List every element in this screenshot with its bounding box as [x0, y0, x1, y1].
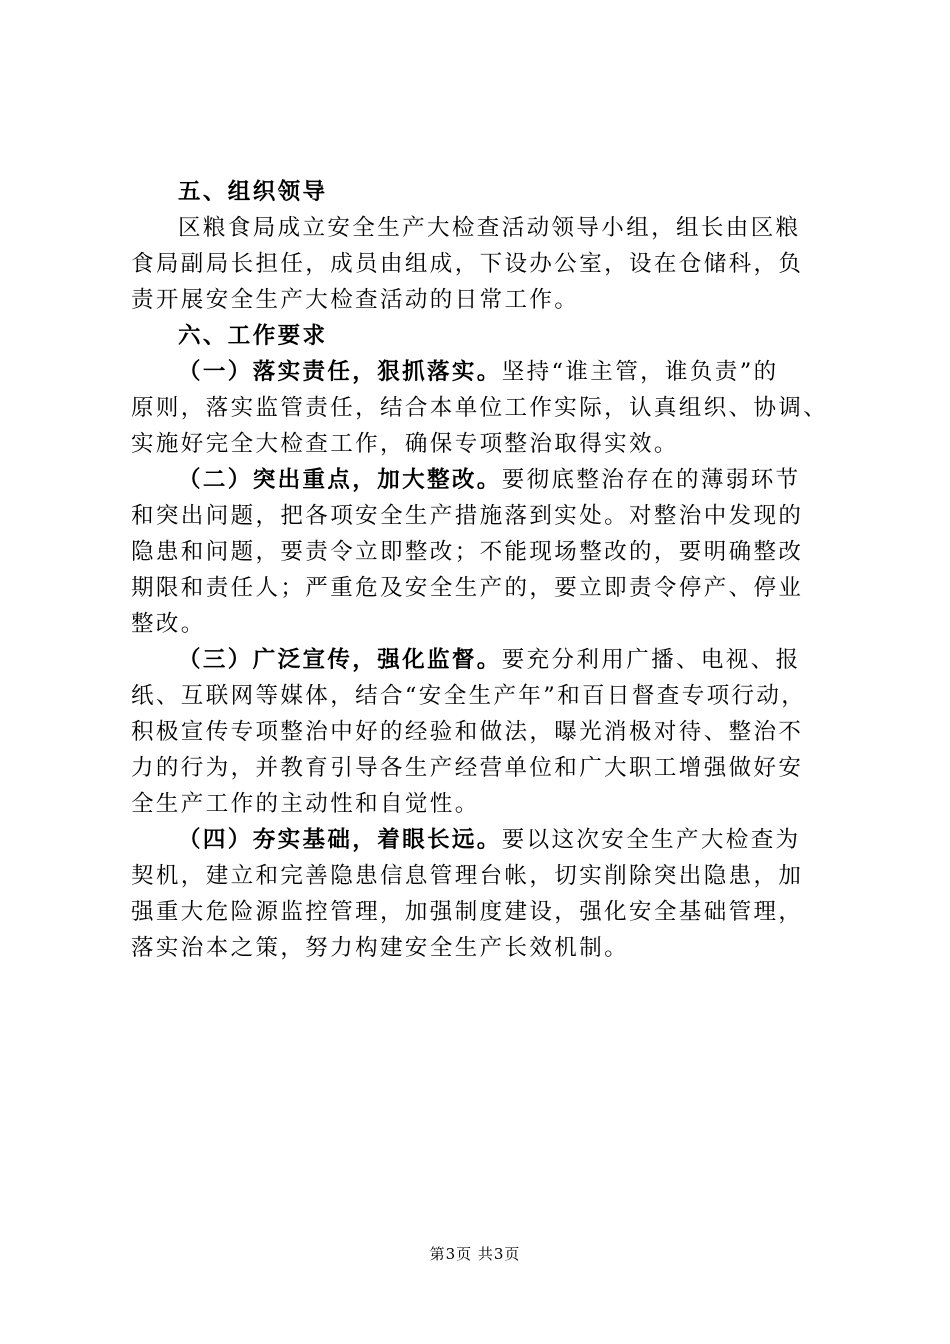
paragraph-line: 区粮食局成立安全生产大检查活动领导小组，组长由区粮: [178, 215, 801, 241]
item-first-line: [131, 462, 831, 498]
item-title: （三）广泛宣传，强化监督。: [178, 647, 502, 673]
paragraph-line: 积极宣传专项整治中好的经验和做法，曝光消极对待、整治不: [131, 719, 804, 745]
paragraph-line: 原则，落实监管责任，结合本单位工作实际，认真组织、协调、: [131, 395, 829, 421]
paragraph-line: 纸、互联网等媒体，结合“安全生产年”和百日督查专项行动，: [131, 683, 807, 709]
paragraph-line: 责开展安全生产大检查活动的日常工作。: [131, 287, 580, 313]
item-text: 坚持“谁主管，谁负责”的: [501, 359, 779, 385]
item-title: （四）夯实基础，着眼长远。: [178, 827, 502, 853]
item-text: 要充分利用广播、电视、报: [501, 647, 801, 673]
paragraph-line: 整改。: [131, 611, 206, 637]
paragraph-line: 力的行为，并教育引导各生产经营单位和广大职工增强做好安: [131, 755, 804, 781]
item-first-line: [131, 822, 831, 858]
section-heading-organization: 五、组织领导: [178, 179, 328, 205]
section-heading-requirements: 六、工作要求: [178, 323, 328, 349]
item-title: （二）突出重点，加大整改。: [178, 467, 502, 493]
page-footer: 第3页 共3页: [429, 1245, 521, 1263]
item-first-line: [131, 642, 831, 678]
paragraph-line: 落实治本之策，努力构建安全生产长效机制。: [131, 935, 630, 961]
item-text: 要彻底整治存在的薄弱环节: [501, 467, 801, 493]
paragraph-line: 和突出问题，把各项安全生产措施落到实处。对整治中发现的: [131, 503, 804, 529]
paragraph-line: 食局副局长担任，成员由组成，下设办公室，设在仓储科，负: [131, 251, 804, 277]
item-title: （一）落实责任，狠抓落实。: [178, 359, 502, 385]
document-body: [131, 174, 831, 966]
paragraph-line: 全生产工作的主动性和自觉性。: [131, 791, 480, 817]
item-text: 要以这次安全生产大检查为: [501, 827, 801, 853]
paragraph-line: 契机，建立和完善隐患信息管理台帐，切实削除突出隐患，加: [131, 863, 804, 889]
paragraph-line: 实施好完全大检查工作，确保专项整治取得实效。: [131, 431, 679, 457]
paragraph-line: 隐患和问题，要责令立即整改；不能现场整改的，要明确整改: [131, 539, 804, 565]
paragraph-line: 强重大危险源监控管理，加强制度建设，强化安全基础管理，: [131, 899, 804, 925]
paragraph-line: 期限和责任人；严重危及安全生产的，要立即责令停产、停业: [131, 575, 804, 601]
item-first-line: [131, 354, 831, 390]
